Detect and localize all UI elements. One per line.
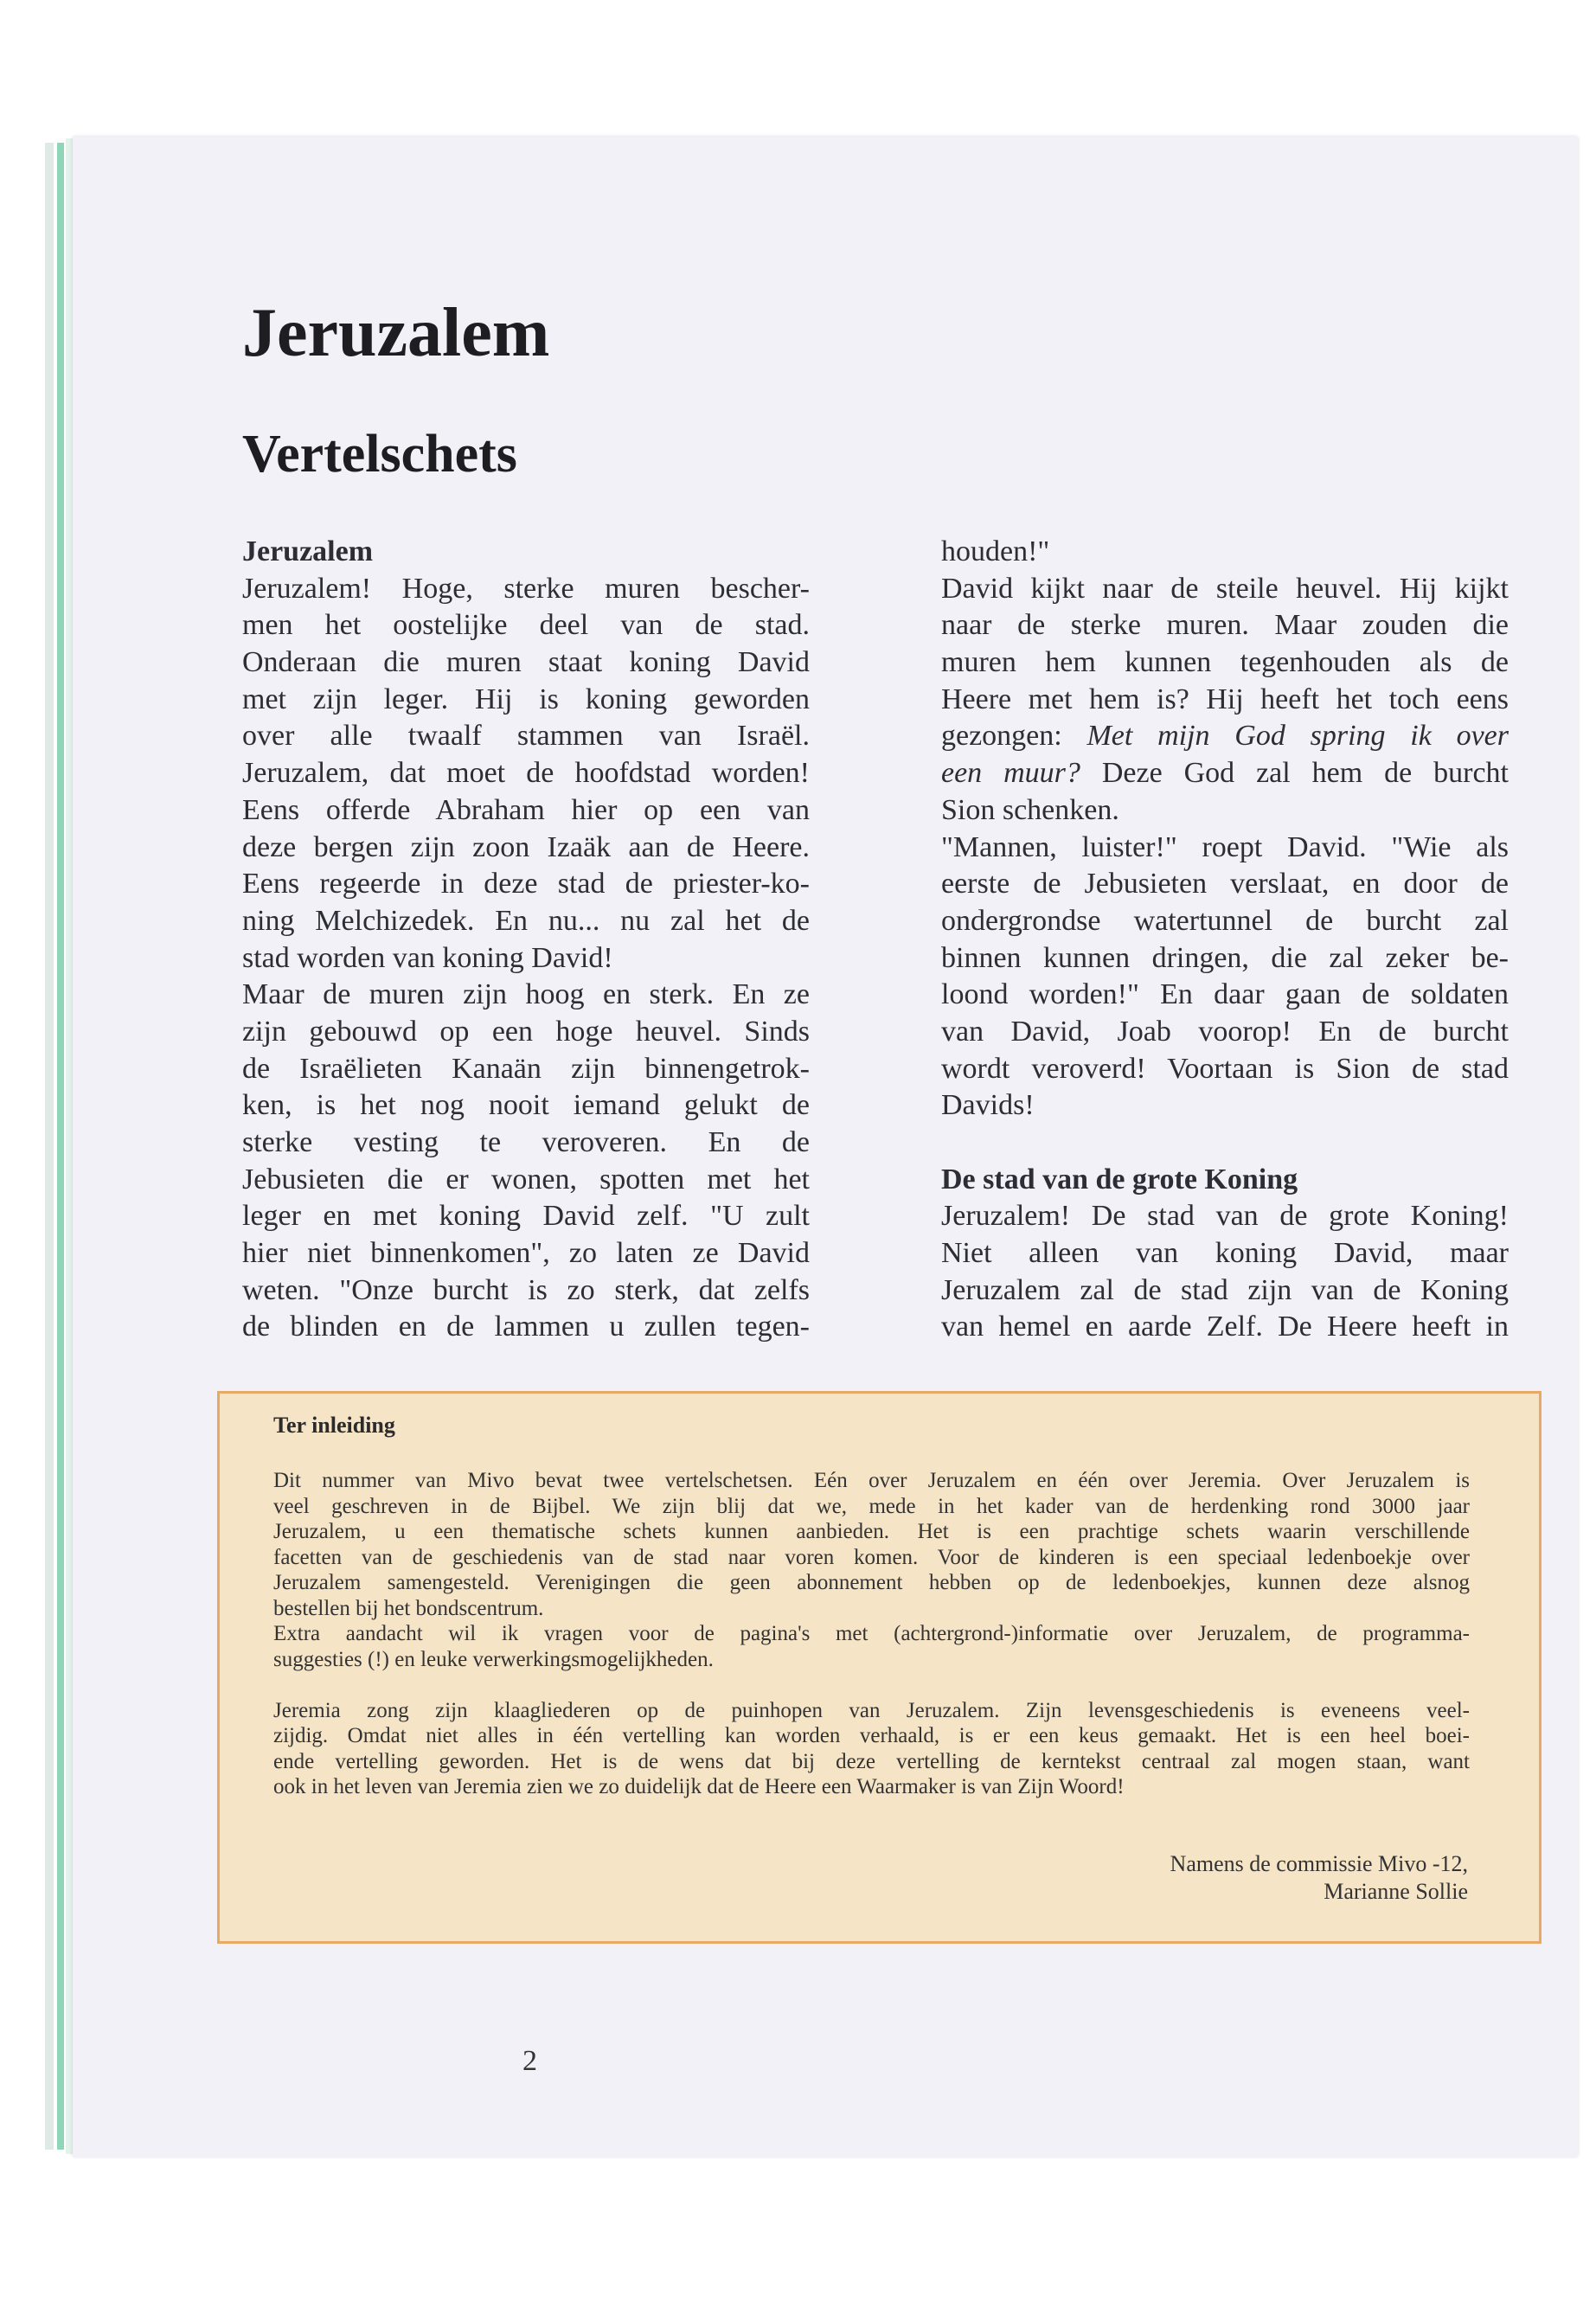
text-segment: gezongen: — [941, 720, 1087, 753]
text-line: Jeruzalem, u een thematische schets kunnen aanbieden. Het is een prachtige schets waarin verschillende — [273, 1520, 1470, 1543]
text-line: Jeremia zong zijn klaagliederen op de puinhopen van Jeruzalem. Zijn levensgeschiedenis is eveneens veel- — [273, 1698, 1470, 1722]
text-line: van David, Joab voorop! En de burcht — [941, 1015, 1509, 1048]
text-line: deze bergen zijn zoon Izaäk aan de Heere. — [242, 830, 810, 863]
signature-line-2: Marianne Sollie — [1324, 1879, 1468, 1904]
intro-box — [217, 1391, 1542, 1944]
text-line: Davids! — [941, 1089, 1035, 1122]
text-line: Eens regeerde in deze stad de priester-ko- — [242, 868, 810, 901]
text-line: ook in het leven van Jeremia zien we zo duidelijk dat de Heere een Waarmaker is van Zijn Woord! — [273, 1775, 1125, 1798]
text-line — [941, 1125, 1509, 1162]
text-line: hier niet binnenkomen", zo laten ze David — [242, 1237, 810, 1270]
page-stack-edge-green — [57, 143, 64, 2150]
signature-line-1: Namens de commissie Mivo -12, — [1170, 1851, 1468, 1876]
text-line: Extra aandacht wil ik vragen voor de pagina's met (achtergrond-)informatie over Jeruzalem, de programma- — [273, 1622, 1470, 1645]
page-subtitle: Vertelschets — [242, 425, 517, 484]
left-text-column — [242, 534, 810, 1346]
text-line: facetten van de geschiedenis van de stad naar voren komen. Voor de kinderen is een speciaal ledenboekje over — [273, 1545, 1470, 1569]
text-line: de Israëlieten Kanaän zijn binnengetrok- — [242, 1052, 810, 1085]
text-line: eerste de Jebusieten verslaat, en door de — [941, 868, 1509, 901]
text-line: ning Melchizedek. En nu... nu zal het de — [242, 904, 810, 937]
text-line: stad worden van koning David! — [242, 941, 613, 974]
text-line: houden!" — [941, 535, 1050, 567]
text-line: suggesties (!) en leuke verwerkingsmogelijkheden. — [273, 1647, 714, 1671]
italic-quote: een muur? — [941, 757, 1080, 790]
text-line: Jeruzalem! Hoge, sterke muren bescher- — [242, 572, 810, 605]
text-line: van hemel en aarde Zelf. De Heere heeft in — [941, 1311, 1509, 1343]
text-line: ondergrondse watertunnel de burcht zal — [941, 904, 1509, 937]
page-number: 2 — [522, 2045, 537, 2077]
text-line: Jeruzalem! De stad van de grote Koning! — [941, 1200, 1509, 1233]
text-line: met zijn leger. Hij is koning geworden — [242, 683, 810, 715]
section-heading: Jeruzalem — [242, 535, 374, 567]
section-heading: De stad van de grote Koning — [941, 1163, 1298, 1195]
text-line: over alle twaalf stammen van Israël. — [242, 720, 810, 753]
intro-box-heading: Ter inleiding — [273, 1413, 395, 1438]
text-line: "Mannen, luister!" roept David. "Wie als — [941, 830, 1509, 863]
text-line: sterke vesting te veroveren. En de — [242, 1126, 810, 1158]
text-line: men het oostelijke deel van de stad. — [242, 609, 810, 642]
page-stack-edge — [45, 143, 54, 2150]
text-line: Onderaan die muren staat koning David — [242, 646, 810, 679]
page-title: Jeruzalem — [242, 295, 550, 371]
text-line: Jeruzalem zal de stad zijn van de Koning — [941, 1273, 1509, 1306]
text-line: naar de sterke muren. Maar zouden die — [941, 609, 1509, 642]
text-line: loond worden!" En daar gaan de soldaten — [941, 978, 1509, 1011]
text-line: binnen kunnen dringen, die zal zeker be- — [941, 941, 1509, 974]
signature — [1170, 1850, 1468, 1906]
text-line: weten. "Onze burcht is zo sterk, dat zelfs — [242, 1273, 810, 1306]
text-line: Eens offerde Abraham hier op een van — [242, 793, 810, 826]
text-line: zijn gebouwd op een hoge heuvel. Sinds — [242, 1015, 810, 1048]
text-line: wordt veroverd! Voortaan is Sion de stad — [941, 1052, 1509, 1085]
text-line: Jeruzalem samengesteld. Verenigingen die geen abonnement hebben op de ledenboekjes, kunnen deze alsnog — [273, 1571, 1470, 1594]
text-line: muren hem kunnen tegenhouden als de — [941, 646, 1509, 679]
text-line: Sion schenken. — [941, 793, 1119, 826]
text-line: Dit nummer van Mivo bevat twee vertelschetsen. Eén over Jeruzalem en één over Jeremia. Over Jeruzalem is — [273, 1469, 1470, 1492]
text-line: Niet alleen van koning David, maar — [941, 1237, 1509, 1270]
text-line: Jeruzalem, dat moet de hoofdstad worden! — [242, 757, 810, 790]
text-line: ende vertelling geworden. Het is de wens dat bij deze vertelling de kerntekst centraal zal mogen staan, want — [273, 1749, 1470, 1773]
text-line: ken, is het nog nooit iemand gelukt de — [242, 1089, 810, 1122]
text-segment: Deze God zal hem de burcht — [1080, 757, 1509, 790]
text-line: Maar de muren zijn hoog en sterk. En ze — [242, 978, 810, 1011]
text-line: David kijkt naar de steile heuvel. Hij kijkt — [941, 572, 1509, 605]
page-stack-edge-light — [66, 138, 73, 2154]
text-line — [941, 755, 1509, 792]
text-line: bestellen bij het bondscentrum. — [273, 1596, 544, 1620]
text-line: de blinden en de lammen u zullen tegen- — [242, 1311, 810, 1343]
text-line: zijdig. Omdat niet alles in één vertelling kan worden verhaald, is er een keus gemaakt. Het is een heel boei- — [273, 1724, 1470, 1747]
text-line: Jebusieten die er wonen, spotten met het — [242, 1163, 810, 1195]
text-line: veel geschreven in de Bijbel. We zijn blij dat we, mede in het kader van de herdenking rond 3000 jaar — [273, 1494, 1470, 1518]
text-line — [273, 1672, 1470, 1698]
text-line: Heere met hem is? Hij heeft het toch eens — [941, 683, 1509, 715]
intro-box-text — [273, 1468, 1470, 1800]
right-text-column — [941, 534, 1509, 1346]
text-line — [941, 718, 1509, 755]
italic-quote: Met mijn God spring ik over — [1086, 720, 1509, 753]
text-line: leger en met koning David zelf. "U zult — [242, 1200, 810, 1233]
